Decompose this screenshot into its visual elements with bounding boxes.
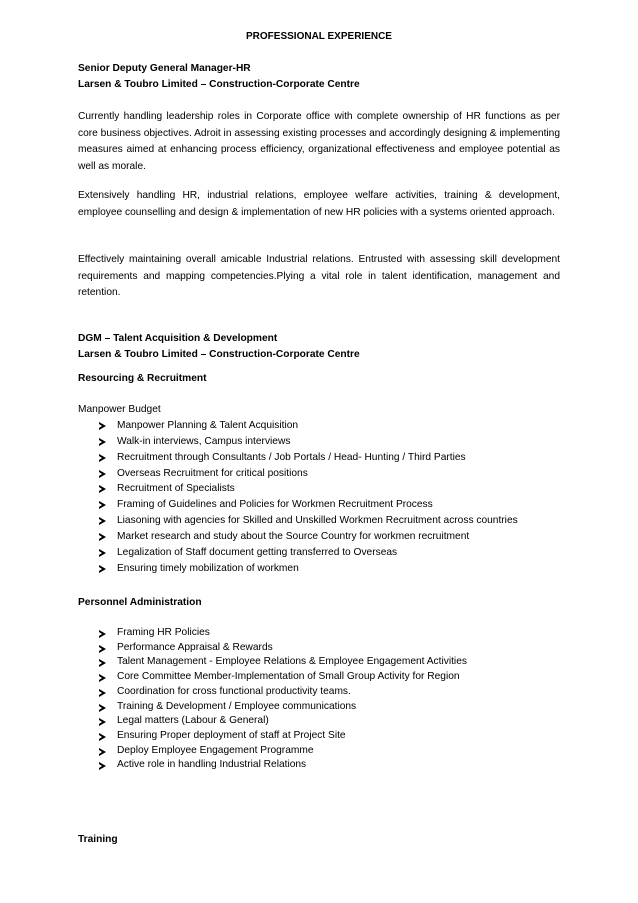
list-item: Recruitment of Specialists	[78, 481, 560, 497]
arrow-bullet-icon	[99, 630, 106, 638]
list-item: Manpower Planning & Talent Acquisition	[78, 418, 560, 434]
list-item: Legalization of Staff document getting transferred to Overseas	[78, 545, 560, 561]
arrow-bullet-icon	[99, 501, 106, 509]
role2-company: Larsen & Toubro Limited – Construction-Corporate Centre	[78, 349, 360, 360]
role1-paragraph: Currently handling leadership roles in Corporate office with complete ownership of HR functions as per core business objectives. Adroit in assessing existing processes and accordingly designing & implementing measures aimed at enhancing process efficiency, organizational effectiveness and employee potential as well as morale.	[78, 111, 560, 172]
list-item: Talent Management - Employee Relations & Employee Engagement Activities	[78, 655, 560, 670]
list-item: Legal matters (Labour & General)	[78, 714, 560, 729]
arrow-bullet-icon	[99, 748, 106, 756]
role2-title: DGM – Talent Acquisition & Development	[78, 333, 278, 344]
arrow-bullet-icon	[99, 533, 106, 541]
resourcing-list	[78, 418, 560, 576]
list-item: Market research and study about the Source Country for workmen recruitment	[78, 529, 560, 545]
role1-paragraph: Effectively maintaining overall amicable Industrial relations. Entrusted with assessing skill development requirements and mapping competencies.Plying a vital role in talent identification, management and retention.	[78, 254, 560, 299]
list-item: Training & Development / Employee communications	[78, 700, 560, 715]
manpower-budget-subheading: Manpower Budget	[78, 404, 161, 415]
list-item: Liasoning with agencies for Skilled and Unskilled Workmen Recruitment across countries	[78, 513, 560, 529]
list-item: Framing of Guidelines and Policies for Workmen Recruitment Process	[78, 497, 560, 513]
arrow-bullet-icon	[99, 422, 106, 430]
personnel-list	[78, 626, 560, 773]
arrow-bullet-icon	[99, 689, 106, 697]
section-heading: PROFESSIONAL EXPERIENCE	[246, 31, 392, 42]
list-item: Framing HR Policies	[78, 626, 560, 641]
list-item: Active role in handling Industrial Relations	[78, 758, 560, 773]
list-item: Ensuring timely mobilization of workmen	[78, 561, 560, 577]
arrow-bullet-icon	[99, 470, 106, 478]
list-item: Deploy Employee Engagement Programme	[78, 744, 560, 759]
role1-paragraph: Extensively handling HR, industrial relations, employee welfare activities, training & development, employee counselling and design & implementation of new HR policies with a systems oriented approach.	[78, 190, 560, 218]
role1-title: Senior Deputy General Manager-HR	[78, 63, 251, 74]
training-heading: Training	[78, 834, 118, 845]
arrow-bullet-icon	[99, 733, 106, 741]
list-item: Ensuring Proper deployment of staff at Project Site	[78, 729, 560, 744]
arrow-bullet-icon	[99, 565, 106, 573]
arrow-bullet-icon	[99, 549, 106, 557]
arrow-bullet-icon	[99, 718, 106, 726]
arrow-bullet-icon	[99, 645, 106, 653]
list-item: Core Committee Member-Implementation of Small Group Activity for Region	[78, 670, 560, 685]
list-item: Performance Appraisal & Rewards	[78, 641, 560, 656]
arrow-bullet-icon	[99, 485, 106, 493]
list-item: Coordination for cross functional productivity teams.	[78, 685, 560, 700]
arrow-bullet-icon	[99, 454, 106, 462]
personnel-heading: Personnel Administration	[78, 597, 202, 608]
list-item: Recruitment through Consultants / Job Portals / Head- Hunting / Third Parties	[78, 450, 560, 466]
arrow-bullet-icon	[99, 674, 106, 682]
arrow-bullet-icon	[99, 438, 106, 446]
list-item: Walk-in interviews, Campus interviews	[78, 434, 560, 450]
arrow-bullet-icon	[99, 704, 106, 712]
arrow-bullet-icon	[99, 762, 106, 770]
resourcing-heading: Resourcing & Recruitment	[78, 373, 207, 384]
arrow-bullet-icon	[99, 659, 106, 667]
arrow-bullet-icon	[99, 517, 106, 525]
role1-company: Larsen & Toubro Limited – Construction-Corporate Centre	[78, 79, 360, 90]
list-item: Overseas Recruitment for critical positions	[78, 466, 560, 482]
